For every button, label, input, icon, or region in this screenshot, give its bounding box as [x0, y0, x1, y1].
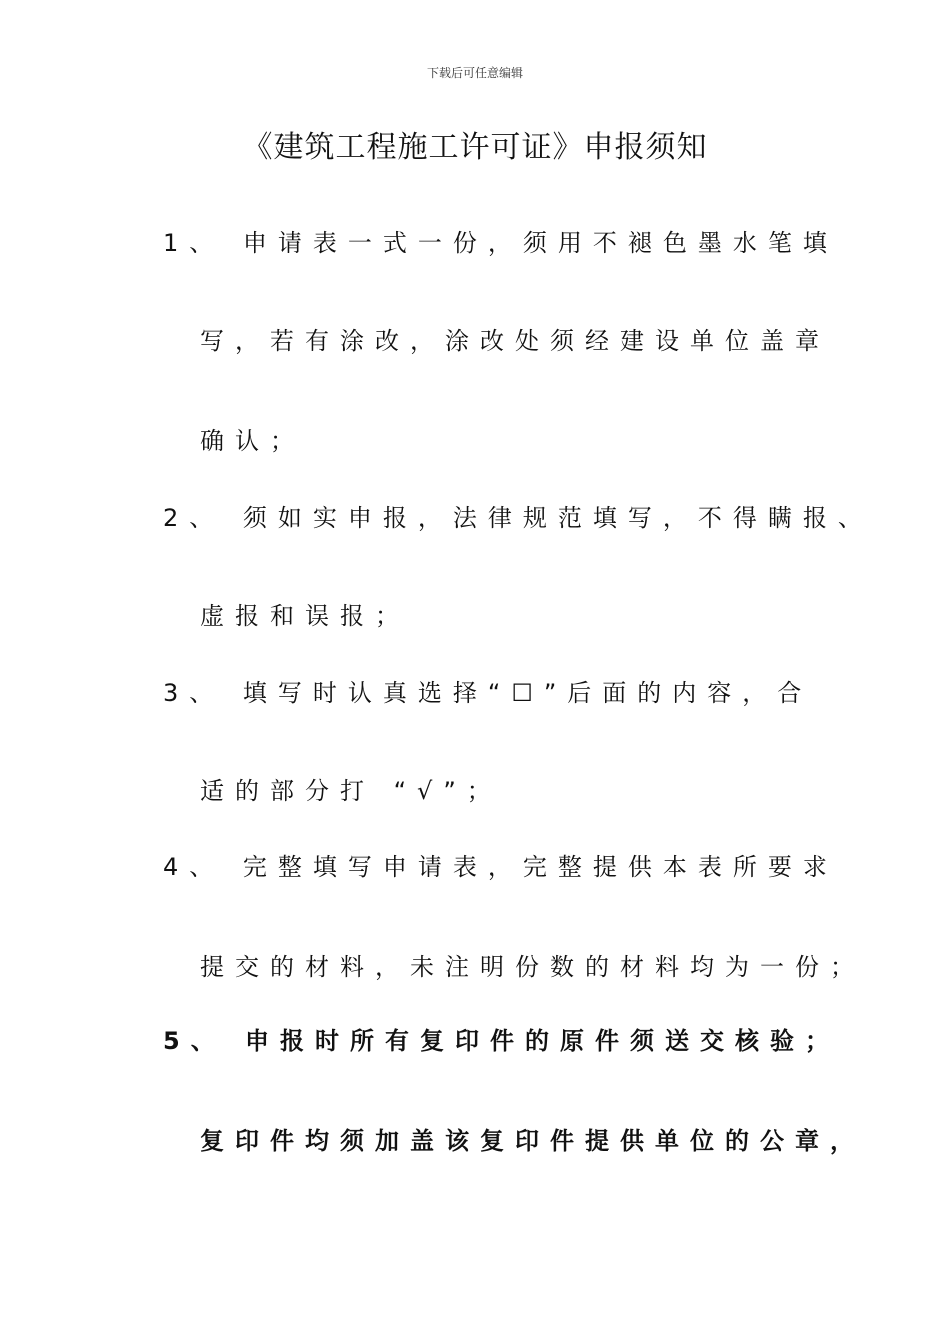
item-5-line-2: 复印件均须加盖该复印件提供单位的公章， — [200, 1127, 865, 1155]
item-5-line-1: 5、 申报时所有复印件的原件须送交核验； — [163, 1027, 841, 1055]
item-4-line-1: 4、 完整填写申请表，完整提供本表所要求 — [163, 853, 838, 881]
document-title: 《建筑工程施工许可证》申报须知 — [242, 130, 708, 165]
item-3-line-1: 3、 填写时认真选择“☐”后面的内容，合 — [163, 679, 813, 707]
item-1-line-3: 确认； — [200, 427, 305, 455]
item-2-line-2: 虚报和误报； — [200, 602, 410, 630]
item-1-line-1: 1、 申请表一式一份，须用不褪色墨水笔填 — [163, 229, 838, 257]
item-3-line-2: 适的部分打 “√”； — [200, 777, 502, 805]
header-note: 下载后可任意编辑 — [426, 66, 523, 80]
item-2-line-1: 2、 须如实申报，法律规范填写，不得瞒报、 — [163, 504, 873, 532]
item-4-line-2: 提交的材料，未注明份数的材料均为一份； — [200, 953, 865, 981]
item-1-line-2: 写，若有涂改，涂改处须经建设单位盖章 — [200, 327, 830, 355]
